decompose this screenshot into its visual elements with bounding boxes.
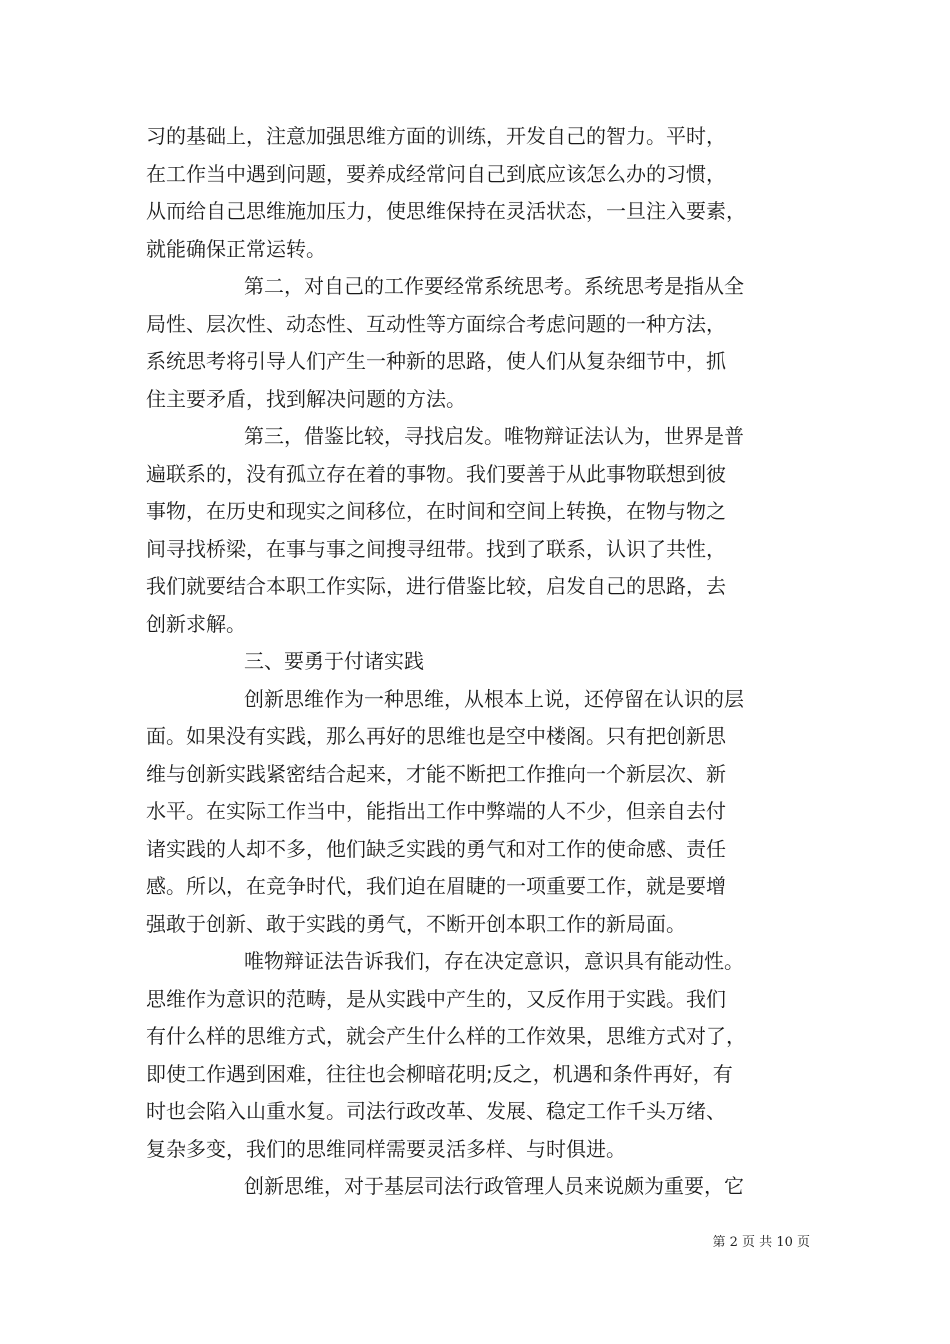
- text-line: 创新思维，对于基层司法行政管理人员来说颇为重要，它: [244, 1174, 744, 1198]
- text-line: 强敢于创新、敢于实践的勇气，不断开创本职工作的新局面。: [146, 911, 686, 936]
- text-line: 就能确保正常运转。: [146, 236, 326, 261]
- text-line: 即使工作遇到困难，往往也会柳暗花明;反之，机遇和条件再好，有: [146, 1061, 733, 1086]
- text-line: 唯物辩证法告诉我们，存在决定意识，意识具有能动性。: [244, 949, 744, 973]
- text-line: 系统思考将引导人们产生一种新的思路，使人们从复杂细节中，抓: [146, 349, 726, 373]
- text-line: 第二，对自己的工作要经常系统思考。系统思考是指从全: [244, 274, 744, 298]
- text-line: 创新求解。: [146, 611, 246, 636]
- text-line: 维与创新实践紧密结合起来，才能不断把工作推向一个新层次、新: [146, 761, 726, 786]
- text-line: 习的基础上，注意加强思维方面的训练，开发自己的智力。平时，: [146, 124, 726, 148]
- text-line: 创新思维作为一种思维，从根本上说，还停留在认识的层: [244, 686, 744, 711]
- text-line: 复杂多变，我们的思维同样需要灵活多样、与时俱进。: [146, 1136, 626, 1161]
- text-line: 遍联系的，没有孤立存在着的事物。我们要善于从此事物联想到彼: [146, 461, 726, 486]
- page-number: 第 2 页 共 10 页: [712, 1235, 810, 1250]
- text-line: 水平。在实际工作当中，能指出工作中弊端的人不少，但亲自去付: [146, 799, 726, 823]
- text-line: 我们就要结合本职工作实际，进行借鉴比较，启发自己的思路，去: [146, 574, 726, 598]
- text-line: 面。如果没有实践，那么再好的思维也是空中楼阁。只有把创新思: [146, 724, 726, 748]
- text-line: 间寻找桥梁，在事与事之间搜寻纽带。找到了联系，认识了共性，: [146, 536, 726, 561]
- text-line: 第三，借鉴比较，寻找启发。唯物辩证法认为，世界是普: [244, 424, 744, 448]
- text-line: 三、要勇于付诸实践: [244, 649, 424, 673]
- text-line: 局性、层次性、动态性、互动性等方面综合考虑问题的一种方法，: [146, 311, 726, 336]
- text-line: 诸实践的人却不多，他们缺乏实践的勇气和对工作的使命感、责任: [146, 836, 726, 861]
- text-line: 在工作当中遇到问题，要养成经常问自己到底应该怎么办的习惯，: [146, 161, 726, 186]
- body-text: [146, 118, 810, 1206]
- text-line: 思维作为意识的范畴，是从实践中产生的，又反作用于实践。我们: [146, 986, 726, 1011]
- text-line: 住主要矛盾，找到解决问题的方法。: [146, 386, 466, 411]
- text-line: 有什么样的思维方式，就会产生什么样的工作效果，思维方式对了，: [146, 1024, 746, 1048]
- text-line: 事物，在历史和现实之间移位，在时间和空间上转换，在物与物之: [146, 499, 726, 523]
- text-line: 感。所以，在竞争时代，我们迫在眉睫的一项重要工作，就是要增: [146, 874, 726, 898]
- text-line: 时也会陷入山重水复。司法行政改革、发展、稳定工作千头万绪、: [146, 1099, 726, 1123]
- text-line: 从而给自己思维施加压力，使思维保持在灵活状态，一旦注入要素，: [146, 199, 746, 223]
